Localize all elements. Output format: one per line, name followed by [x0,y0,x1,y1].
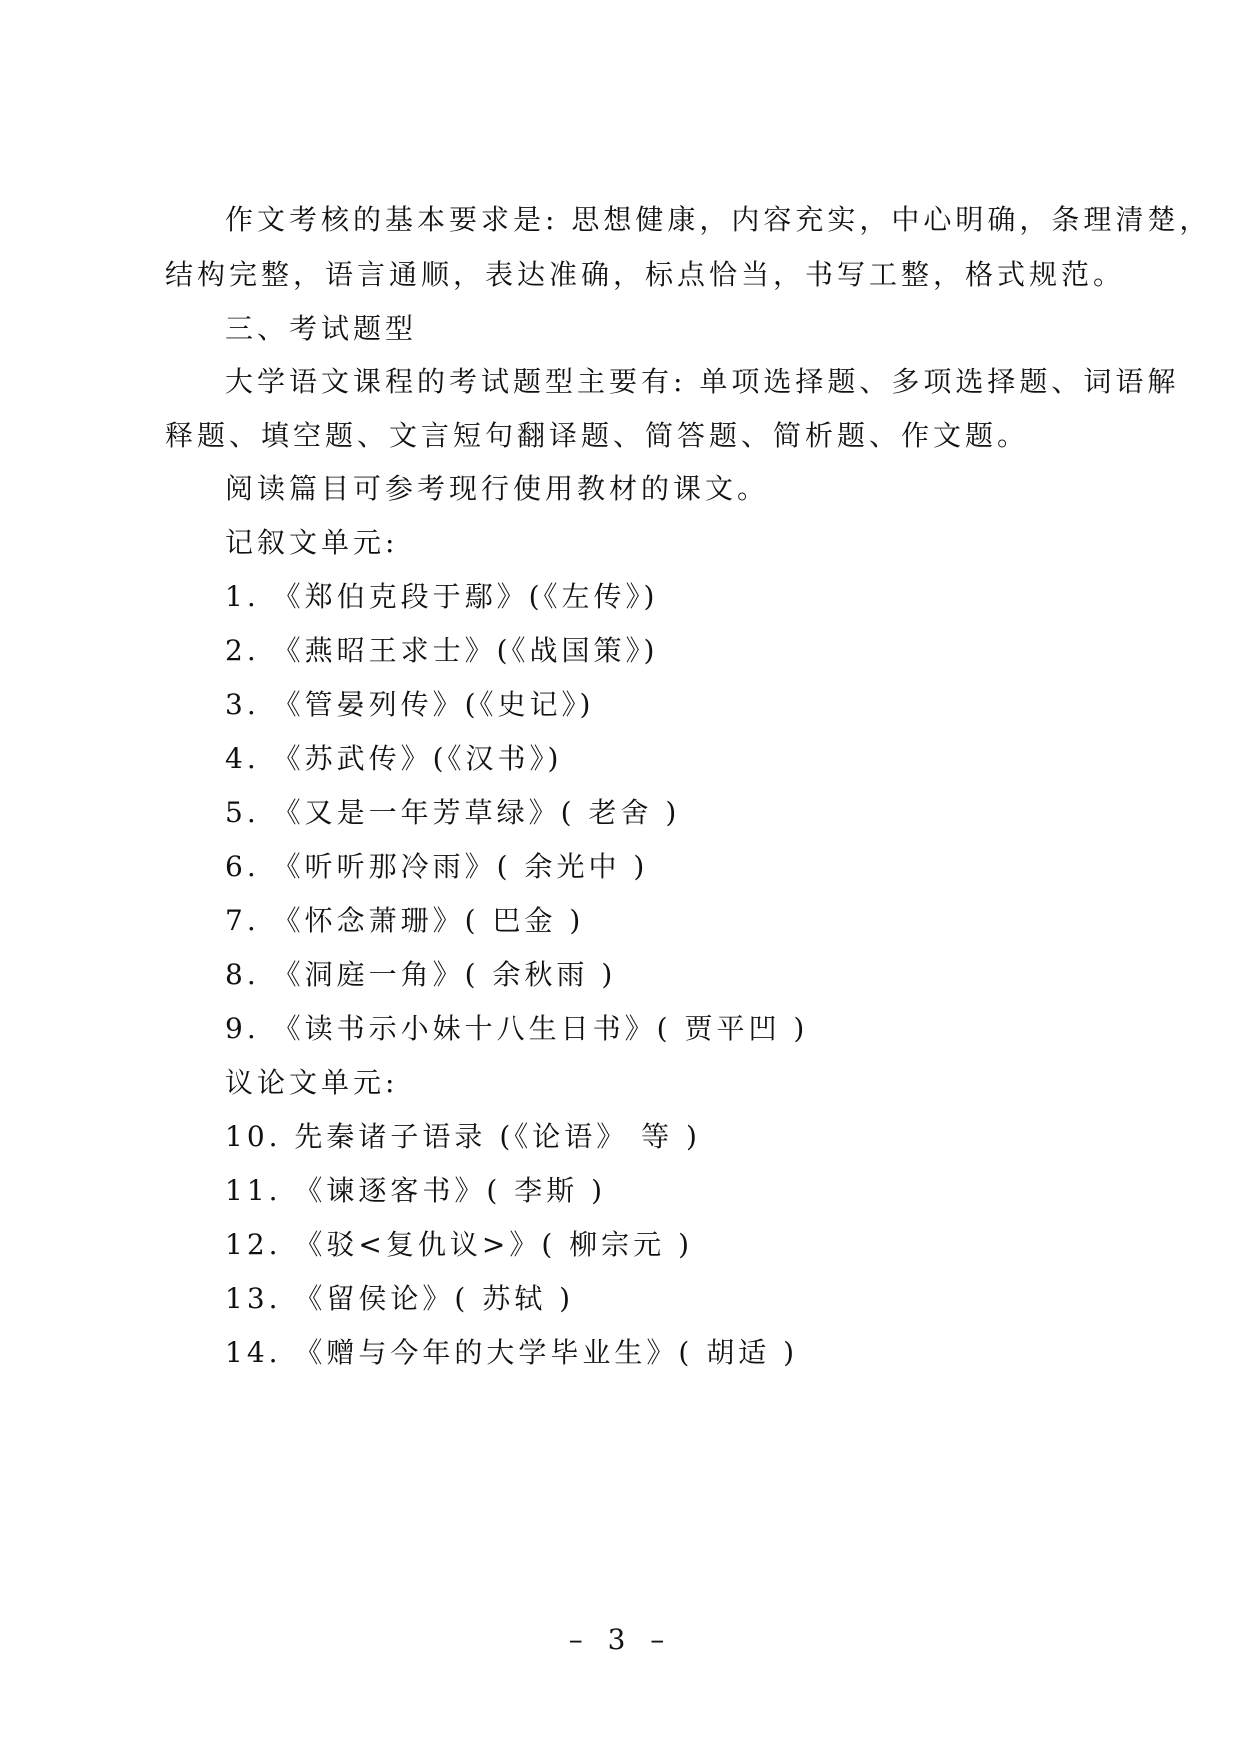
reading-list-item: 3. 《管晏列传》(《史记》) [225,688,595,721]
question-types-line-2: 释题、填空题、文言短句翻译题、简答题、简析题、作文题。 [165,419,1030,452]
section-heading: 三、考试题型 [225,312,418,345]
reading-list-item: 8. 《洞庭一角》( 余秋雨 ) [225,958,617,991]
essay-requirement-line-2: 结构完整，语言通顺，表达准确，标点恰当，书写工整，格式规范。 [165,258,1126,291]
page-number: – 3 – [568,1623,673,1656]
narrative-unit-heading: 记叙文单元: [225,526,399,559]
reading-list-item: 7. 《怀念萧珊》( 巴金 ) [225,904,585,937]
reading-list-item: 9. 《读书示小妹十八生日书》( 贾平凹 ) [225,1012,809,1045]
reading-list-item: 10. 先秦诸子语录 (《论语》 等 ) [225,1120,701,1153]
essay-requirement-line-1: 作文考核的基本要求是: 思想健康，内容充实，中心明确，条理清楚， [225,203,1212,236]
reading-list-item: 1. 《郑伯克段于鄢》(《左传》) [225,580,659,613]
reading-list-item: 5. 《又是一年芳草绿》( 老舍 ) [225,796,681,829]
reading-note: 阅读篇目可参考现行使用教材的课文。 [225,472,770,505]
reading-list-item: 4. 《苏武传》(《汉书》) [225,742,563,775]
reading-list-item: 14. 《赠与今年的大学毕业生》( 胡适 ) [225,1336,799,1369]
argumentative-unit-heading: 议论文单元: [225,1066,399,1099]
question-types-line-1: 大学语文课程的考试题型主要有: 单项选择题、多项选择题、词语解 [225,365,1180,398]
reading-list-item: 13. 《留侯论》( 苏轼 ) [225,1282,575,1315]
reading-list-item: 2. 《燕昭王求士》(《战国策》) [225,634,659,667]
reading-list-item: 11. 《谏逐客书》( 李斯 ) [225,1174,607,1207]
reading-list-item: 6. 《听听那冷雨》( 余光中 ) [225,850,649,883]
reading-list-item: 12. 《驳<复仇议>》( 柳宗元 ) [225,1228,694,1261]
